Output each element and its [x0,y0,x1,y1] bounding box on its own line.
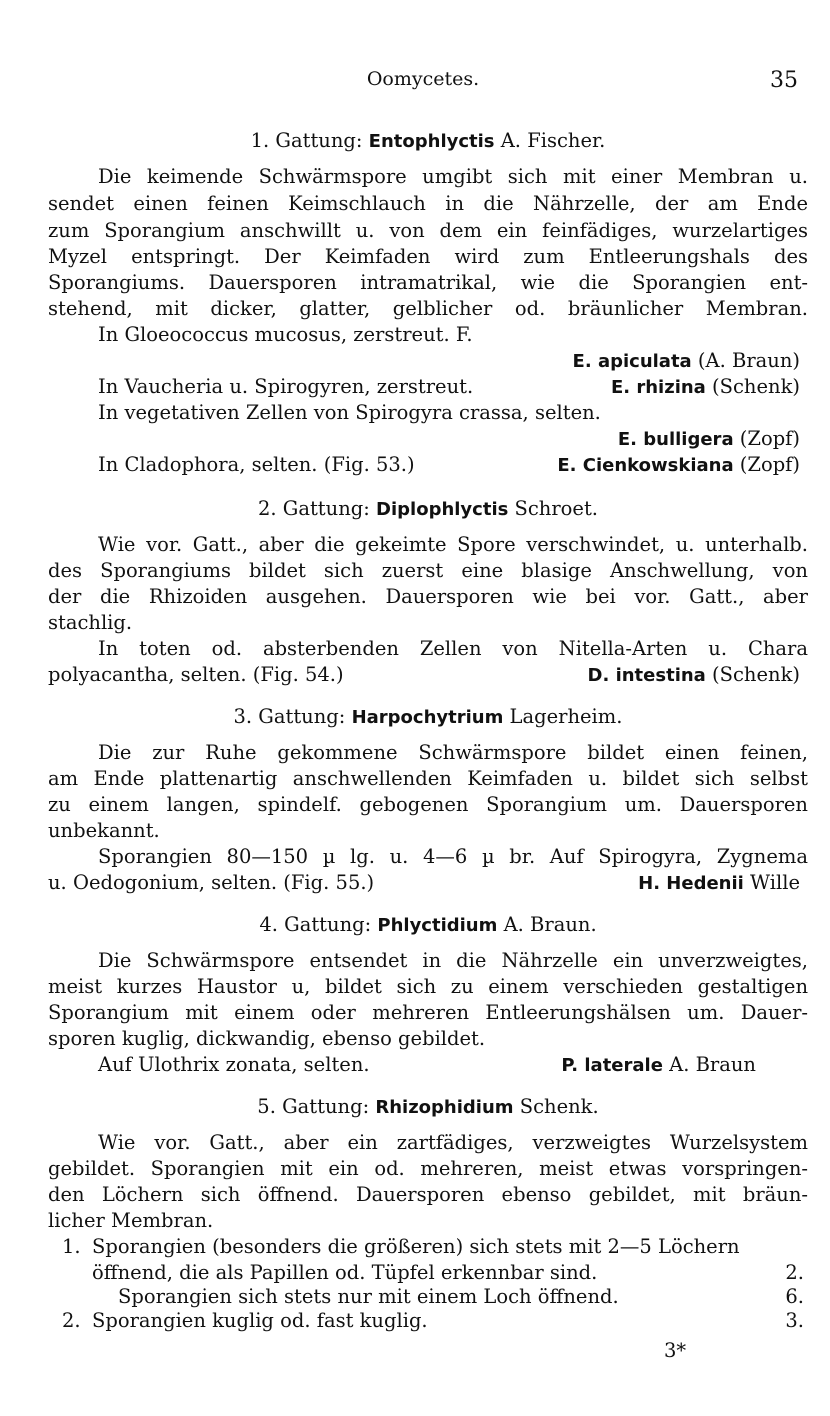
text-line: stachlig. [48,611,133,634]
text-line: In toten od. absterbenden Zellen von Nitella-Arten u. Chara [98,637,808,660]
key-ref: 2. [785,1261,804,1284]
text-line: sporen kuglig, dickwandig, ebenso gebildet. [48,1027,486,1050]
text-line: Sporangiums. Dauersporen intramatrikal, wie die Sporangien ent- [48,271,808,294]
text-line: am Ende plattenartig anschwellenden Keimfaden u. bildet sich selbst [48,767,808,790]
text-line: sendet einen feinen Keimschlauch in die Nährzelle, der am Ende [48,192,808,215]
genus-heading-4: 4. Gattung: Phlyctidium A. Braun. [259,913,597,936]
key-line [48,1284,808,1310]
habitat-species-line: polyacantha, selten. (Fig. 54.) D. intestina (Schenk) [48,663,800,686]
text-line: des Sporangiums bildet sich zuerst eine blasige Anschwellung, von [48,559,808,582]
text-line: Die keimende Schwärmspore umgibt sich mit einer Membran u. [98,165,808,188]
text-line: den Löchern sich öffnend. Dauersporen ebenso gebildet, mit bräun- [48,1183,808,1206]
key-line [48,1260,808,1286]
genus-heading-1: 1. Gattung: Entophlyctis A. Fischer. [250,129,606,152]
habitat-line: In vegetativen Zellen von Spirogyra crassa, selten. [98,401,601,424]
text-line: Wie vor. Gatt., aber ein zartfädiges, verzweigtes Wurzelsystem [98,1131,808,1154]
key-line [48,1308,808,1334]
running-title: Oomycetes. [366,68,480,90]
genus-heading-3: 3. Gattung: Harpochytrium Lagerheim. [233,705,623,728]
key-text: Sporangien (besonders die größeren) sich stets mit 2—5 Löchern [92,1235,740,1258]
text-line: gebildet. Sporangien mit ein od. mehreren, meist etwas vorspringen- [48,1157,808,1180]
species-name: E. bulligera (Zopf) [617,427,800,450]
habitat-species-line: In Vaucheria u. Spirogyren, zerstreut. E. rhizina (Schenk) [98,375,800,398]
text-line: licher Membran. [48,1209,214,1232]
key-ref: 3. [785,1309,804,1332]
text-line: unbekannt. [48,819,160,842]
text-line: der die Rhizoiden ausgehen. Dauersporen wie bei vor. Gatt., aber [48,585,808,608]
text-line: zum Sporangium anschwillt u. von dem ein feinfädiges, wurzelartiges [48,219,808,242]
key-ref: 6. [785,1285,804,1308]
text-line: zu einem langen, spindelf. gebogenen Sporangium um. Dauersporen [48,793,808,816]
genus-heading-2: 2. Gattung: Diplophlyctis Schroet. [257,497,599,520]
running-header [48,68,798,94]
text-line: meist kurzes Haustor u, bildet sich zu einem verschieden gestaltigen [48,975,808,998]
key-number: 1. [62,1235,81,1258]
signature-mark: 3* [664,1339,687,1362]
key-line [48,1234,808,1260]
text-line: Die Schwärmspore entsendet in die Nährzelle ein unverzweigtes, [98,949,808,972]
text-line: stehend, mit dicker, glatter, gelblicher od. bräunlicher Membran. [48,297,808,320]
text-line: Die zur Ruhe gekommene Schwärmspore bildet einen feinen, [98,741,808,764]
genus-heading-5: 5. Gattung: Rhizophidium Schenk. [257,1095,599,1118]
habitat-species-line: u. Oedogonium, selten. (Fig. 55.) H. Hedenii Wille [48,871,800,894]
key-text: öffnend, die als Papillen od. Tüpfel erkennbar sind. [92,1261,598,1284]
text-line: Wie vor. Gatt., aber die gekeimte Spore verschwindet, u. unterhalb. [98,533,808,556]
species-name: E. apiculata (A. Braun) [572,349,800,372]
habitat-species-line: In Cladophora, selten. (Fig. 53.) E. Cienkowskiana (Zopf) [98,453,800,476]
habitat-species-line: Auf Ulothrix zonata, selten. P. laterale A. Braun [98,1053,756,1076]
text-line: Sporangium mit einem oder mehreren Entleerungshälsen um. Dauer- [48,1001,808,1024]
habitat-line: In Gloeococcus mucosus, zerstreut. F. [98,323,473,346]
key-number: 2. [62,1309,81,1332]
page-number: 35 [770,68,798,93]
key-text: Sporangien sich stets nur mit einem Loch öffnend. [118,1285,619,1308]
text-line: Myzel entspringt. Der Keimfaden wird zum Entleerungshals des [48,245,808,268]
text-line: Sporangien 80—150 µ lg. u. 4—6 µ br. Auf Spirogyra, Zygnema [98,845,808,868]
key-text: Sporangien kuglig od. fast kuglig. [92,1309,428,1332]
